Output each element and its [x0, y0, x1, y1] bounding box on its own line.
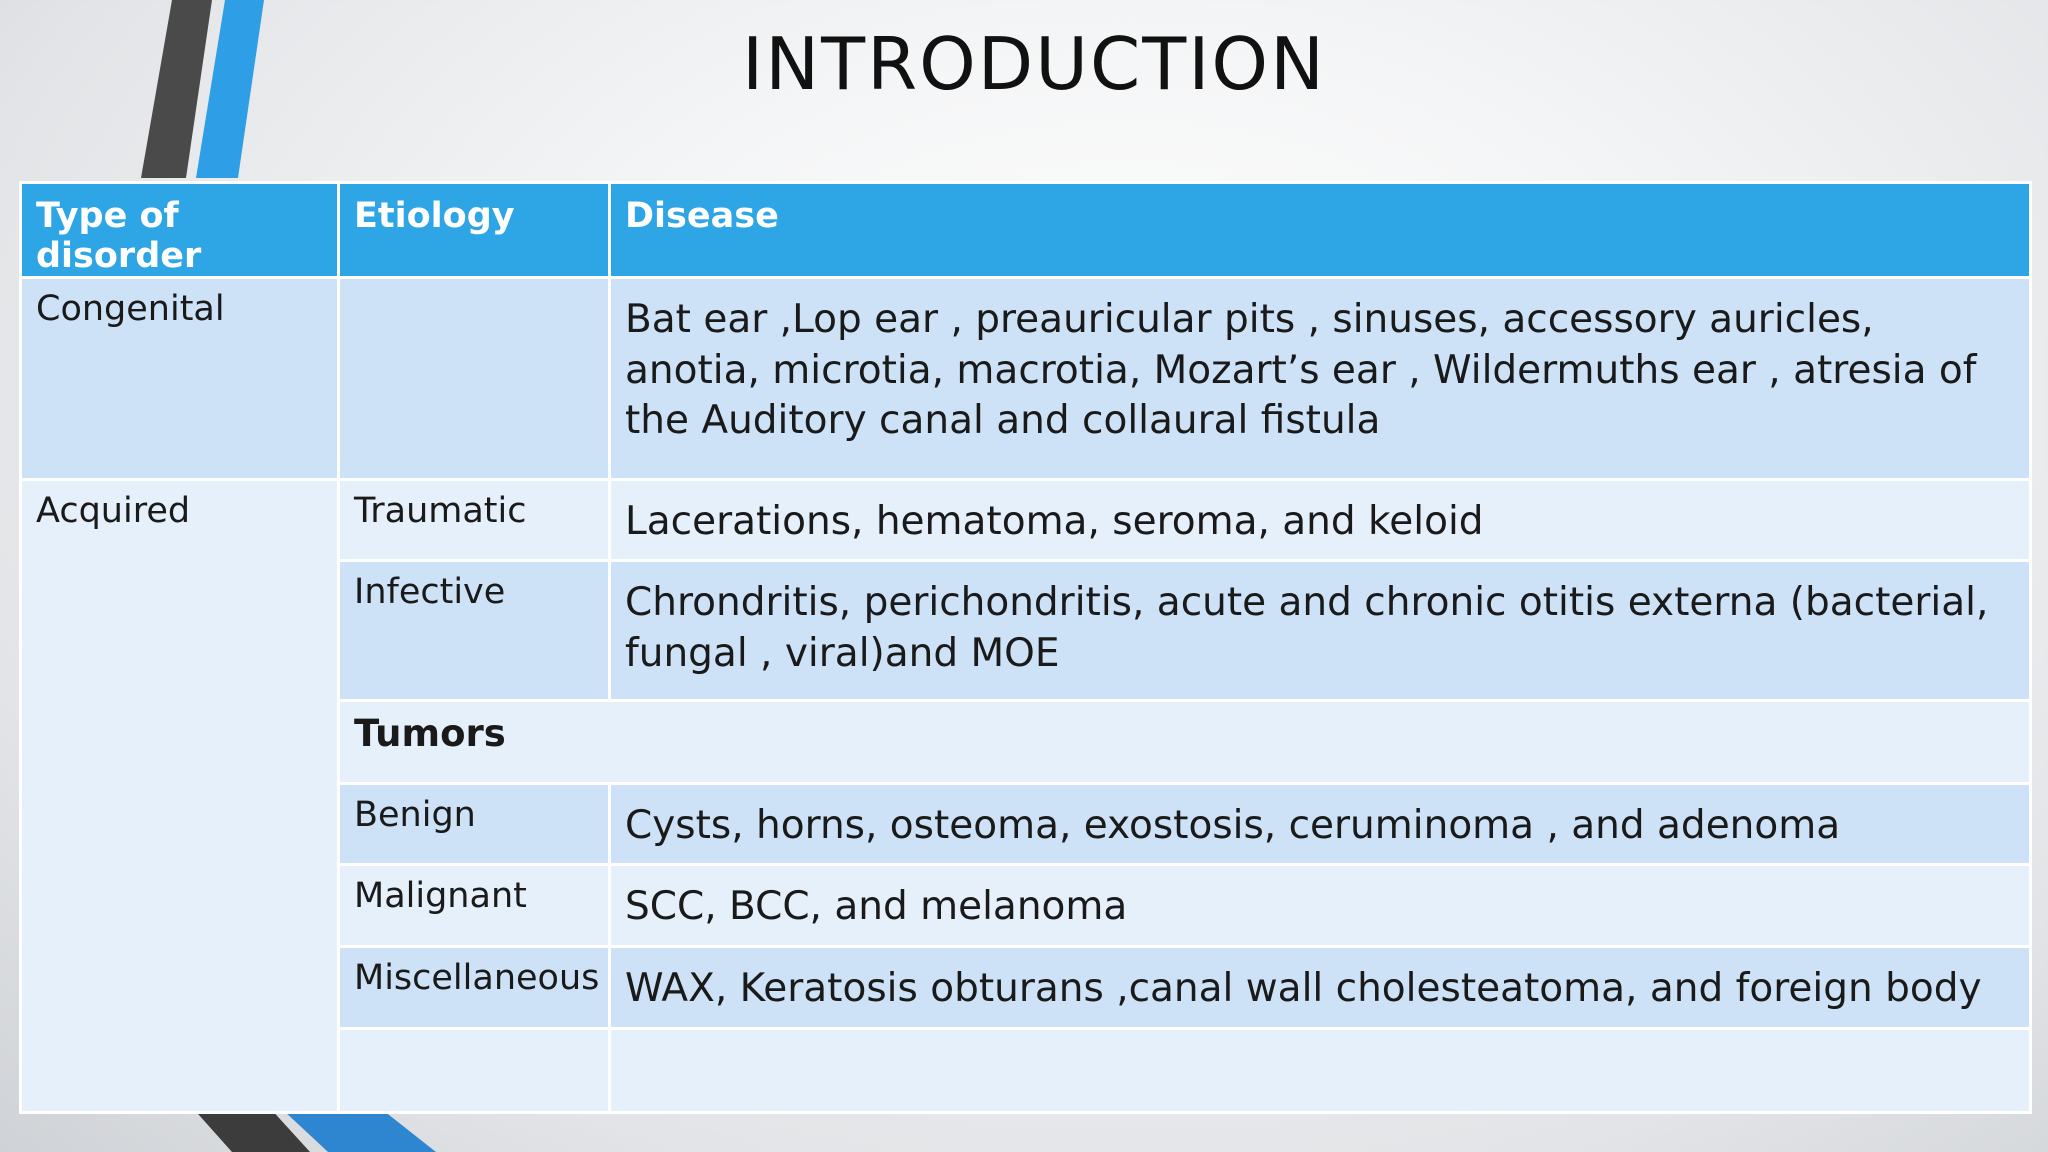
etiology-malignant: Malignant — [339, 865, 610, 947]
etiology-miscellaneous: Miscellaneous — [339, 947, 610, 1029]
disease-miscellaneous: WAX, Keratosis obturans ,canal wall cholesteatoma, and foreign body — [610, 947, 2031, 1029]
header-disease: Disease — [610, 183, 2031, 278]
etiology-traumatic: Traumatic — [339, 480, 610, 561]
header-etiology: Etiology — [339, 183, 610, 278]
type-acquired: Acquired — [21, 480, 339, 1113]
slide-title: INTRODUCTION — [742, 22, 1326, 106]
type-congenital: Congenital — [21, 278, 339, 480]
etiology-infective: Infective — [339, 561, 610, 701]
disease-malignant: SCC, BCC, and melanoma — [610, 865, 2031, 947]
disease-benign: Cysts, horns, osteoma, exostosis, ceruminoma , and adenoma — [610, 784, 2031, 865]
disease-traumatic: Lacerations, hematoma, seroma, and keloid — [610, 480, 2031, 561]
etiology-empty — [339, 1029, 610, 1113]
disease-congenital: Bat ear ,Lop ear , preauricular pits , sinuses, accessory auricles, anotia, microtia, macrotia, Mozart’s ear , Wildermuths ear , atresia of the Auditory canal and collaural fistula — [610, 278, 2031, 480]
header-type: Type of disorder — [21, 183, 339, 278]
table-row-congenital — [21, 278, 2031, 480]
table-header-row — [21, 183, 2031, 278]
tumors-heading: Tumors — [339, 701, 2031, 784]
disease-infective: Chrondritis, perichondritis, acute and chronic otitis externa (bacterial, fungal , viral)and MOE — [610, 561, 2031, 701]
table-row-traumatic — [21, 480, 2031, 561]
disorder-table — [19, 181, 2032, 1114]
etiology-congenital — [339, 278, 610, 480]
disease-empty — [610, 1029, 2031, 1113]
etiology-benign: Benign — [339, 784, 610, 865]
